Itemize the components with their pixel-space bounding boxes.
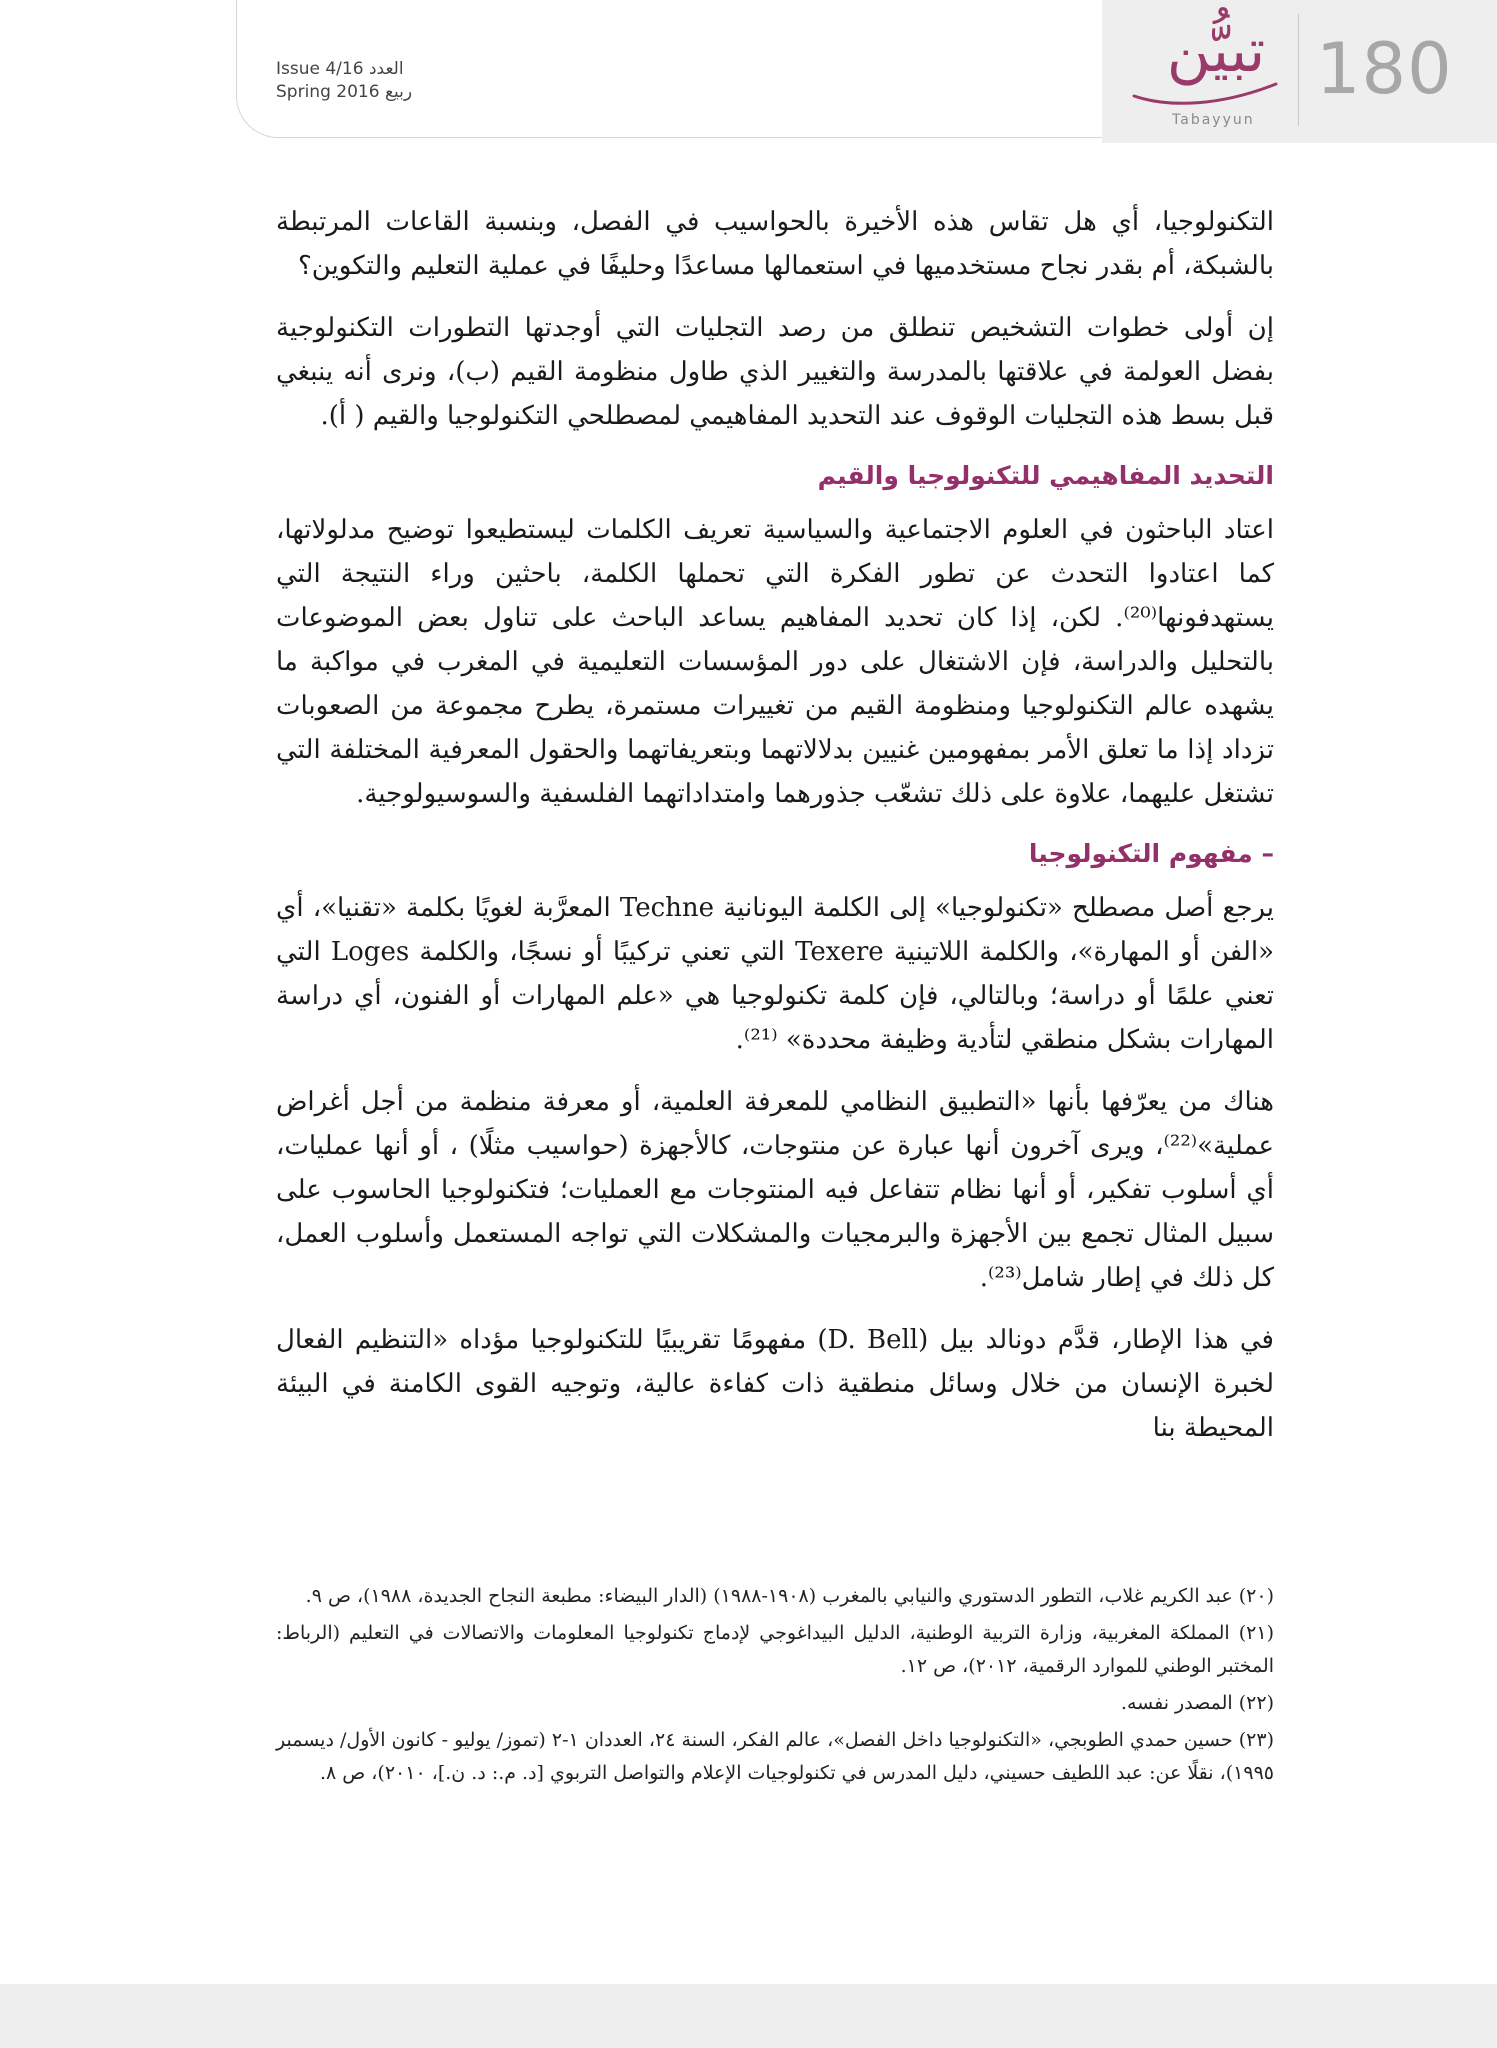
footnote: (٢٢) المصدر نفسه.	[1120, 1692, 1274, 1714]
paragraph: هناك من يعرّفها بأنها «التطبيق النظامي للمعرفة العلمية، أو معرفة منظمة من أجل أغراض عملية»⁽²²⁾، ويرى آخرون أنها عبارة عن منتوجات، كالأجهزة (حواسيب مثلًا) ، أو أنها عمليات، أي أسلوب تفكير، أو أنها نظام تتفاعل فيه المنتوجات مع العمليات؛ فتكنولوجيا الحاسوب على سبيل المثال تجمع بين الأجهزة والبرمجيات والمشكلات التي تواجه المستعمل وأسلوب العمل، كل ذلك في إطار شامل⁽²³⁾.	[276, 1087, 1274, 1293]
footnote: (٢٠) عبد الكريم غلاب، التطور الدستوري والنيابي بالمغرب (١٩٠٨-١٩٨٨) (الدار البيضاء: مطبعة النجاح الجديدة، ١٩٨٨)، ص ٩.	[305, 1585, 1274, 1607]
journal-logo: تبيُّن	[1166, 16, 1266, 86]
footnote: (٢١) المملكة المغربية، وزارة التربية الوطنية، الدليل البيداغوجي لإدماج تكنولوجيا المعلومات والاتصالات في التعليم (الرباط: المختبر الوطني للموارد الرقمية، ٢٠١٢)، ص ١٢.	[276, 1622, 1274, 1677]
page-number: 180	[1316, 28, 1453, 110]
footnotes	[276, 1580, 1274, 1794]
journal-logo-latin: Tabayyun	[1172, 112, 1255, 128]
issue-info	[276, 58, 412, 104]
subsection-heading: – مفهوم التكنولوجيا	[1028, 839, 1274, 868]
paragraph: اعتاد الباحثون في العلوم الاجتماعية والسياسية تعريف الكلمات ليستطيعوا توضيح مدلولاتها، كما اعتادوا التحدث عن تطور الفكرة التي تحملها الكلمة، باحثين وراء النتيجة التي يستهدفونها⁽²⁰⁾. لكن، إذا كان تحديد المفاهيم يساعد الباحث على تناول بعض الموضوعات بالتحليل والدراسة، فإن الاشتغال على دور المؤسسات التعليمية في المغرب في مواكبة ما يشهده عالم التكنولوجيا ومنظومة القيم من تغييرات مستمرة، يطرح مجموعة من الصعوبات تزداد إذا ما تعلق الأمر بمفهومين غنيين بدلالاتهما وبتعريفاتهما والحقول المعرفية المختلفة التي تشتغل عليهما، علاوة على ذلك تشعّب جذورهما وامتداداتهما الفلسفية والسوسيولوجية.	[276, 515, 1274, 809]
paragraph: إن أولى خطوات التشخيص تنطلق من رصد التجليات التي أوجدتها التطورات التكنولوجية بفضل العولمة في علاقتها بالمدرسة والتغيير الذي طاول منظومة القيم (ب)، ونرى أنه ينبغي قبل بسط هذه التجليات الوقوف عند التحديد المفاهيمي لمصطلحي التكنولوجيا والقيم ( أ).	[276, 313, 1274, 431]
footnote: (٢٣) حسين حمدي الطوبجي، «التكنولوجيا داخل الفصل»، عالم الفكر، السنة ٢٤، العددان ١-٢ (تموز/ يوليو - كانون الأول/ ديسمبر ١٩٩٥)، نقلًا عن: عبد اللطيف حسيني، دليل المدرس في تكنولوجيات الإعلام والتواصل التربوي [د. م.: د. ن.]، ٢٠١٠)، ص ٨.	[276, 1729, 1274, 1784]
footer-bar	[0, 1984, 1497, 2048]
issue-line: Issue 4/16 العدد	[276, 59, 404, 79]
paragraph: يرجع أصل مصطلح «تكنولوجيا» إلى الكلمة اليونانية Techne المعرَّبة لغويًا بكلمة «تقنيا»، أي «الفن أو المهارة»، والكلمة اللاتينية Texere التي تعني تركيبًا أو نسجًا، والكلمة Loges التي تعني علمًا أو دراسة؛ وبالتالي، فإن كلمة تكنولوجيا هي «علم المهارات أو الفنون، أي دراسة المهارات بشكل منطقي لتأدية وظيفة محددة» ⁽²¹⁾.	[276, 893, 1274, 1055]
section-heading: التحديد المفاهيمي للتكنولوجيا والقيم	[817, 461, 1274, 490]
paragraph: في هذا الإطار، قدَّم دونالد بيل (D. Bell) مفهومًا تقريبيًا للتكنولوجيا مؤداه «التنظيم الفعال لخبرة الإنسان من خلال وسائل منطقية ذات كفاءة عالية، وتوجيه القوى الكامنة في البيئة المحيطة بنا	[276, 1325, 1274, 1443]
paragraph: التكنولوجيا، أي هل تقاس هذه الأخيرة بالحواسيب في الفصل، وبنسبة القاعات المرتبطة بالشبكة، أم بقدر نجاح مستخدميها في استعمالها مساعدًا وحليفًا في عملية التعليم والتكوين؟	[276, 207, 1274, 281]
season-line: Spring 2016 ربيع	[276, 81, 413, 102]
logo-swash-icon	[1130, 78, 1280, 108]
header-divider	[1298, 14, 1299, 126]
article-body	[276, 200, 1274, 1468]
